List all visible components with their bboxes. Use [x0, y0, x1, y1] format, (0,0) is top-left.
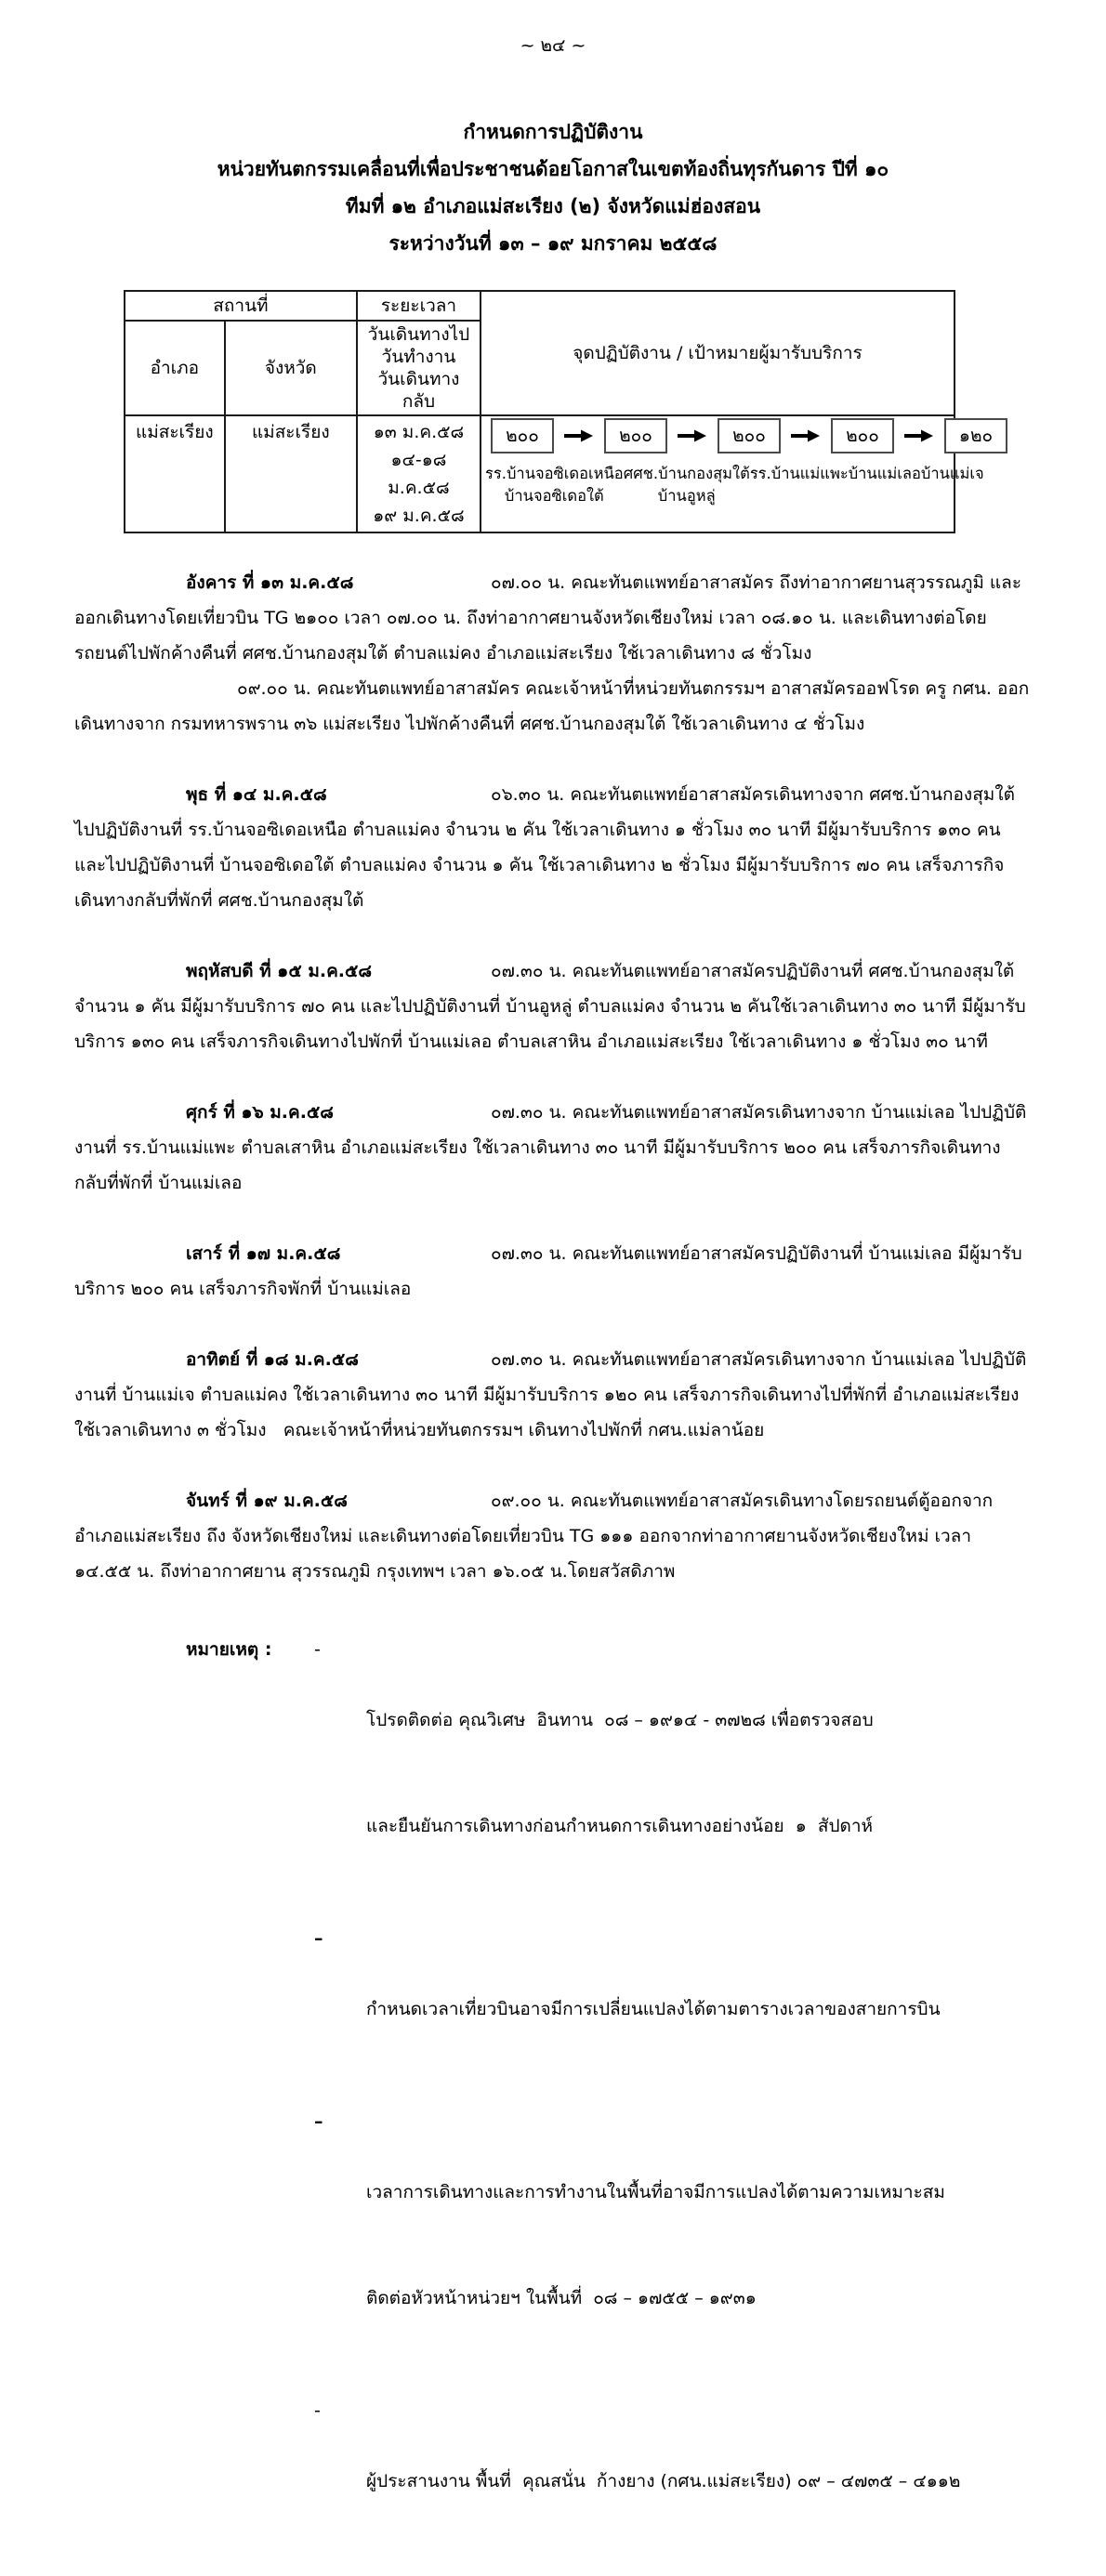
arrow-right-icon	[678, 429, 707, 442]
note-item-flight-change	[314, 1921, 1032, 2097]
note-line: ติดต่อหัวหน้าหน่วยฯ ในพื้นที่ ๐๘ – ๑๗๕๕ – ๑๙๓๑	[366, 2288, 757, 2308]
entry-text: ๐๙.๐๐ น. คณะทันตแพทย์อาสาสมัครเดินทางโดยรถยนต์ตู้ออกจาก อำเภอแม่สะเรียง ถึง จังหวัดเชียงใหม่ และเดินทางต่อโดยเที่ยวบิน TG ๑๑๑ ออกจากท่าอากาศยานจังหวัดเชียงใหม่ เวลา ๑๔.๕๕ น. ถึงท่าอากาศยาน สุวรรณภูมิ กรุงเทพฯ เวลา ๑๖.๐๕ น.โดยสวัสดิภาพ	[74, 1491, 999, 1582]
note-line: และยืนยันการเดินทางก่อนกำหนดการเดินทางอย่างน้อย ๑ สัปดาห์	[366, 1816, 874, 1836]
entry-text: ๐๖.๓๐ น. คณะทันตแพทย์อาสาสมัครเดินทางจาก ศศช.บ้านกองสุมใต้ ไปปฏิบัติงานที่ รร.บ้านจอซิเดอเหนือ ตำบลแม่คง จำนวน ๒ คัน ใช้เวลาเดินทาง ๑ ชั่วโมง ๓๐ นาที มีผู้มารับบริการ ๑๓๐ คน และไปปฏิบัติงานที่ บ้านจอซิเดอใต้ ตำบลแม่คง จำนวน ๑ คัน ใช้เวลาเดินทาง ๒ ชั่วโมง มีผู้มารับบริการ ๗๐ คน เสร็จภารกิจเดินทางกลับที่พักที่ ศศช.บ้านกองสุมใต้	[74, 784, 1020, 911]
header-duration: ระยะเวลา	[357, 291, 481, 321]
header-work-days: วันทำงาน	[381, 347, 456, 367]
note-item-travel-change	[314, 2104, 1032, 2386]
arrow-right-icon	[791, 429, 821, 442]
note-line: ผู้ประสานงาน พื้นที่ คุณสนั่น ก้างยาง (กศน.แม่สะเรียง) ๐๙ – ๔๗๓๕ – ๔๑๑๒	[366, 2471, 961, 2491]
header-operation: จุดปฏิบัติงาน / เป้าหมายผู้มารับบริการ	[481, 291, 955, 415]
flow-label-3-line1: รร.บ้านแม่แพะ	[749, 465, 849, 482]
note-line: กำหนดเวลาเที่ยวบินอาจมีการเปลี่ยนแปลงได้ตามตารางเวลาของสายการบิน	[366, 1999, 941, 2019]
flow-box-3: ๒๐๐	[718, 418, 781, 453]
entry-text: ๐๗.๓๐ น. คณะทันตแพทย์อาสาสมัครปฏิบัติงานที่ ศศช.บ้านกองสุมใต้ จำนวน ๑ คัน มีผู้มารับบริการ ๗๐ คน และไปปฏิบัติงานที่ บ้านอูหลู่ ตำบลแม่คง จำนวน ๒ คันใช้เวลาเดินทาง ๓๐ นาที มีผู้มารับบริการ ๑๓๐ คน เสร็จภารกิจเดินทางไปพักที่ บ้านแม่เลอ ตำบลเสาหิน อำเภอแม่สะเรียง ใช้เวลาเดินทาง ๑ ชั่วโมง ๓๐ นาที	[74, 961, 1026, 1052]
flow-label-4	[849, 463, 921, 507]
schedule-entry-monday	[74, 1483, 1032, 1589]
schedule-entry-tuesday	[74, 565, 1032, 671]
note-text	[366, 1921, 941, 2097]
arrow-right-icon	[564, 429, 594, 442]
title-line-4: ระหว่างวันที่ ๑๓ – ๑๙ มกราคม ๒๕๕๘	[388, 232, 718, 255]
flow-label-4-line1: บ้านแม่เลอ	[848, 465, 921, 482]
dash-icon: -	[314, 2400, 321, 2421]
flow-diagram	[485, 418, 994, 453]
cell-dates	[357, 415, 481, 532]
schedule-entry-saturday	[74, 1236, 1032, 1307]
schedule-entry-sunday	[74, 1342, 1032, 1448]
note-item-contact	[314, 1632, 1032, 1914]
entry-text: ๐๗.๓๐ น. คณะทันตแพทย์อาสาสมัครเดินทางจาก บ้านแม่เลอ ไปปฏิบัติงานที่ บ้านแม่เจ ตำบลแม่คง ใช้เวลาเดินทาง ๓๐ นาที มีผู้มารับบริการ ๑๒๐ คน เสร็จภารกิจเดินทางไปที่พักที่ อำเภอแม่สะเรียง ใช้เวลาเดินทาง ๓ ชั่วโมง คณะเจ้าหน้าที่หน่วยทันตกรรมฯ เดินทางไปพักที่ กศน.แม่ลาน้อย	[74, 1349, 1027, 1440]
note-text	[366, 1632, 874, 1914]
entry-text: ๐๙.๐๐ น. คณะทันตแพทย์อาสาสมัคร คณะเจ้าหน้าที่หน่วยทันตกรรมฯ อาสาสมัครออฟโรด ครู กศน. ออกเดินทางจาก กรมทหารพราน ๓๖ แม่สะเรียง ไปพักค้างคืนที่ ศศช.บ้านกองสุมใต้ ใช้เวลาเดินทาง ๔ ชั่วโมง	[74, 678, 1030, 734]
notes-items	[314, 1632, 1032, 2576]
flow-box-2: ๒๐๐	[604, 418, 667, 453]
flow-label-5-line1: บ้านแม่เจ	[920, 465, 984, 482]
entry-day-label: ศุกร์ ที่ ๑๖ ม.ค.๕๘	[186, 1102, 334, 1123]
flow-labels	[484, 463, 984, 507]
flow-label-2-line1: ศศช.บ้านกองสุมใต้	[623, 465, 750, 482]
document-title	[74, 113, 1032, 262]
schedule-entry-friday	[74, 1095, 1032, 1201]
note-item-coordinator	[314, 2393, 1032, 2569]
note-text	[366, 2104, 945, 2386]
schedule-entry-wednesday	[74, 777, 1032, 918]
schedule-table	[124, 290, 994, 533]
cell-district: แม่สะเรียง	[125, 415, 225, 532]
flow-label-1	[485, 463, 624, 507]
note-text	[366, 2393, 960, 2569]
header-province: จังหวัด	[225, 321, 357, 415]
flow-label-1-line1: รร.บ้านจอซิเดอเหนือ	[484, 465, 624, 482]
cell-province: แม่สะเรียง	[225, 415, 357, 532]
entry-text: ๐๗.๓๐ น. คณะทันตแพทย์อาสาสมัครเดินทางจาก บ้านแม่เลอ ไปปฏิบัติงานที่ รร.บ้านแม่แพะ ตำบลเสาหิน อำเภอแม่สะเรียง ใช้เวลาเดินทาง ๓๐ นาที มีผู้มารับบริการ ๒๐๐ คน เสร็จภารกิจเดินทางกลับที่พักที่ บ้านแม่เลอ	[74, 1102, 1027, 1193]
header-travel-return: วันเดินทางกลับ	[377, 369, 460, 412]
date-return: ๑๙ ม.ค.๕๘	[373, 506, 465, 526]
arrow-right-icon	[904, 429, 934, 442]
notes-label: หมายเหตุ :	[186, 1639, 272, 1660]
notes-section	[186, 1632, 1032, 2576]
entry-day-label: พุธ ที่ ๑๔ ม.ค.๕๘	[186, 784, 327, 805]
entry-text: ๐๗.๓๐ น. คณะทันตแพทย์อาสาสมัครปฏิบัติงานที่ บ้านแม่เลอ มีผู้มารับบริการ ๒๐๐ คน เสร็จภารกิจพักที่ บ้านแม่เลอ	[74, 1243, 1022, 1299]
date-go: ๑๓ ม.ค.๕๘	[373, 422, 465, 442]
entry-day-label: เสาร์ ที่ ๑๗ ม.ค.๕๘	[186, 1243, 341, 1264]
header-place: สถานที่	[125, 291, 357, 321]
title-line-3: ทีมที่ ๑๒ อำเภอแม่สะเรียง (๒) จังหวัดแม่ฮ่องสอน	[345, 195, 761, 217]
flow-box-4: ๒๐๐	[831, 418, 894, 453]
header-district: อำเภอ	[125, 321, 225, 415]
header-travel-go: วันเดินทางไป	[367, 324, 470, 345]
dash-icon: –	[314, 2111, 323, 2132]
schedule-entry-tuesday-continued	[74, 671, 1032, 742]
dash-icon: –	[314, 1928, 323, 1949]
entry-day-label: พฤหัสบดี ที่ ๑๕ ม.ค.๕๘	[186, 961, 373, 981]
header-duration-sub	[357, 321, 481, 415]
entry-day-label: อังคาร ที่ ๑๓ ม.ค.๕๘	[186, 572, 354, 593]
cell-operation-flow	[481, 415, 994, 532]
flow-label-5	[921, 463, 984, 507]
table-data-row	[125, 415, 955, 532]
entry-text: ๐๗.๐๐ น. คณะทันตแพทย์อาสาสมัคร ถึงท่าอากาศยานสุวรรณภูมิ และออกเดินทางโดยเที่ยวบิน TG ๒๑๐๐ เวลา ๐๗.๐๐ น. ถึงท่าอากาศยานจังหวัดเชียงใหม่ เวลา ๐๘.๑๐ น. และเดินทางต่อโดยรถยนต์ไปพักค้างคืนที่ ศศช.บ้านกองสุมใต้ ตำบลแม่คง อำเภอแม่สะเรียง ใช้เวลาเดินทาง ๘ ชั่วโมง	[74, 572, 1022, 664]
flow-box-5: ๑๒๐	[944, 418, 1007, 453]
page-number: ~ ๒๔ ~	[520, 35, 586, 56]
note-line: เวลาการเดินทางและการทำงานในพื้นที่อาจมีการแปลงได้ตามความเหมาะสม	[366, 2182, 945, 2202]
schedule-entry-thursday	[74, 953, 1032, 1059]
flow-label-2-line2: บ้านอูหลู่	[657, 487, 716, 505]
flow-label-1-line2: บ้านจอซิเดอใต้	[504, 487, 604, 505]
flow-label-2	[624, 463, 750, 507]
title-line-2: หน่วยทันตกรรมเคลื่อนที่เพื่อประชาชนด้อยโอกาสในเขตท้องถิ่นทุรกันดาร ปีที่ ๑๐	[217, 158, 889, 180]
entry-day-label: จันทร์ ที่ ๑๙ ม.ค.๕๘	[186, 1491, 348, 1511]
flow-box-1: ๒๐๐	[491, 418, 554, 453]
entry-day-label: อาทิตย์ ที่ ๑๘ ม.ค.๕๘	[186, 1349, 359, 1370]
title-line-1: กำหนดการปฏิบัติงาน	[463, 121, 643, 143]
dash-icon: -	[314, 1639, 321, 1660]
table-header-row-1	[125, 291, 955, 321]
flow-label-3	[750, 463, 849, 507]
date-work: ๑๔-๑๘ ม.ค.๕๘	[388, 450, 450, 498]
note-line: โปรดติดต่อ คุณวิเศษ อินทาน ๐๘ – ๑๙๑๔ - ๓๗๒๘ เพื่อตรวจสอบ	[366, 1710, 874, 1730]
